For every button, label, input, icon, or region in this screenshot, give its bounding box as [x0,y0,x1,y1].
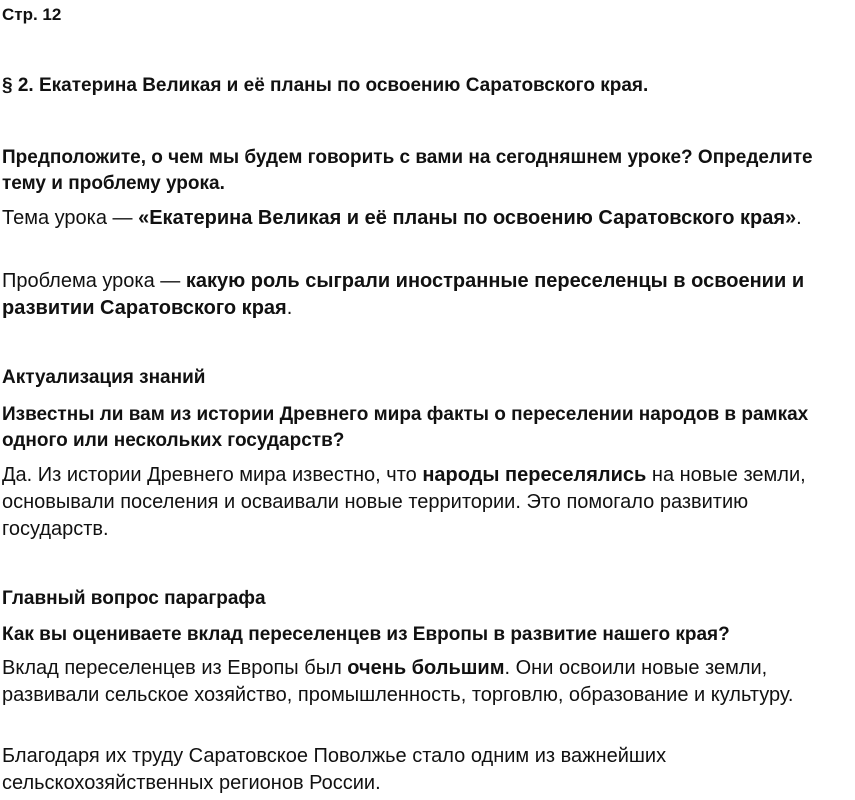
main-question-answer [2,655,805,709]
main-answer-prefix: Вклад переселенцев из Европы был [2,657,348,679]
problem-prefix: Проблема урока — [2,270,186,292]
actualization-answer-suffix: на новые земли, основывали поселения и осваивали новые территории. Это помогало развитию государств. [2,464,806,540]
actualization-answer-prefix: Да. Из истории Древнего мира известно, что [2,464,423,486]
lesson-problem [2,268,851,322]
topic-prefix: Тема урока — [2,207,139,229]
main-question-answer-2: Благодаря их труду Саратовское Поволжье стало одним из важнейших сельскохозяйственных регионов России. [2,745,667,794]
main-question-title: Главный вопрос параграфа [2,588,266,609]
main-answer-bold: очень большим [347,657,505,679]
topic-text: «Екатерина Великая и её планы по освоению Саратовского края» [138,207,797,229]
paragraph-heading: § 2. Екатерина Великая и её планы по освоению Саратовского края. [2,75,649,96]
actualization-question: Известны ли вам из истории Древнего мира факты о переселении народов в рамках одного или нескольких государств? [2,404,809,451]
lesson-question: Предположите, о чем мы будем говорить с вами на сегодняшнем уроке? Определите тему и проблему урока. [2,147,813,194]
lesson-topic [2,205,825,232]
main-answer-suffix: . Они освоили новые земли, развивали сельское хозяйство, промышленность, торговлю, образование и культуру. [2,657,794,706]
problem-text: какую роль сыграли иностранные переселенцы в освоении и развитии Саратовского края [2,270,805,319]
actualization-title: Актуализация знаний [2,367,206,388]
actualization-answer [2,462,815,543]
page-label: Стр. 12 [2,5,62,24]
actualization-answer-bold: народы переселялись [422,464,647,486]
main-question: Как вы оцениваете вклад переселенцев из Европы в развитие нашего края? [2,624,730,645]
topic-suffix: . [796,207,802,229]
problem-suffix: . [286,297,293,319]
